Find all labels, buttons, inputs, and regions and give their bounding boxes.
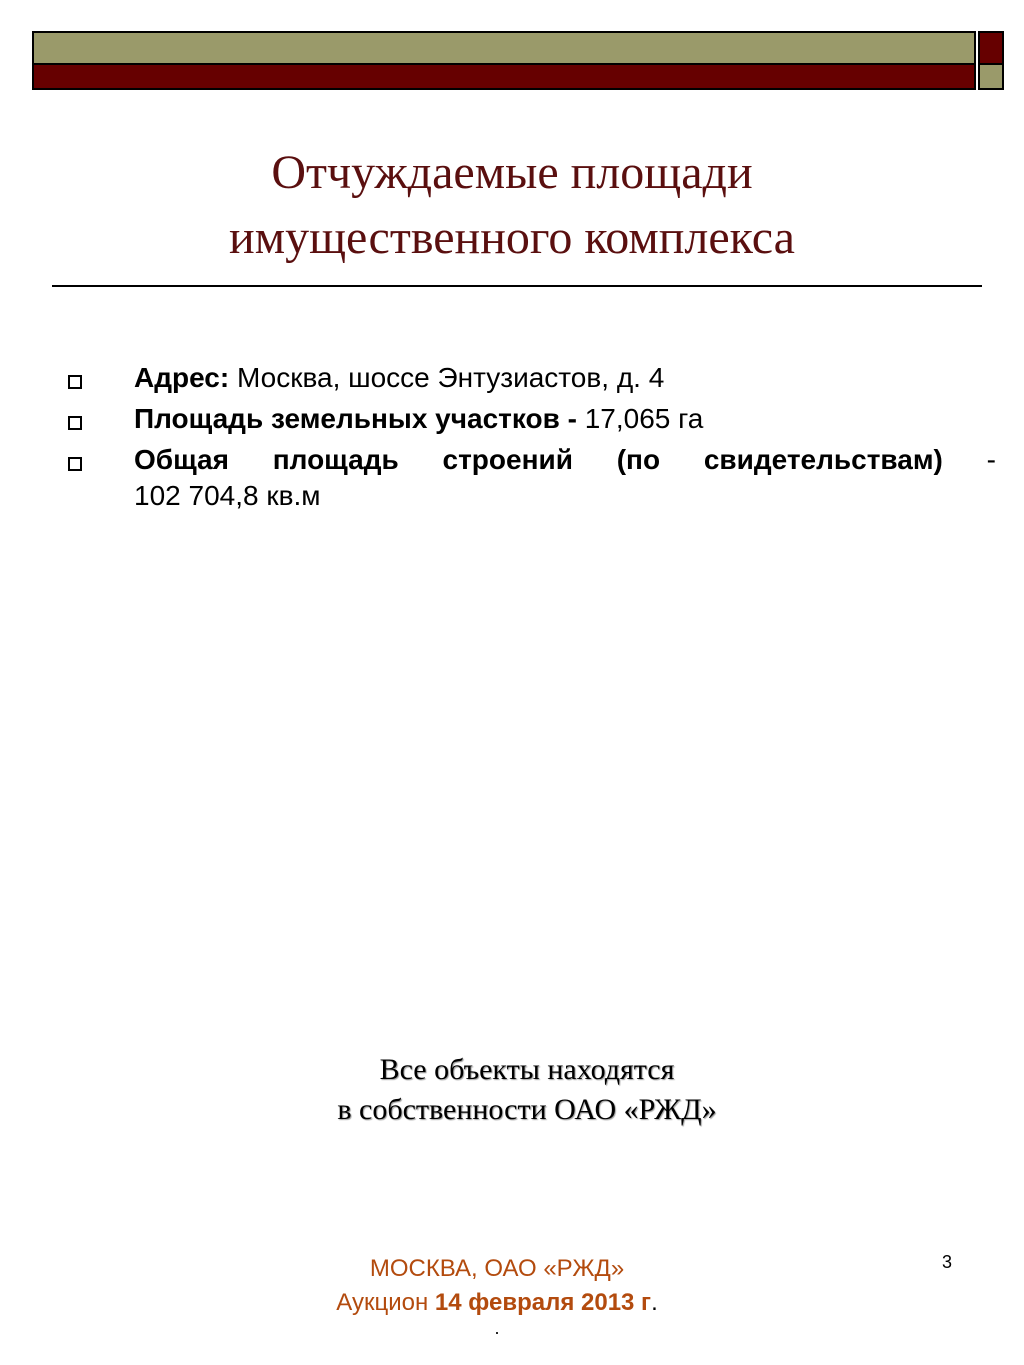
title-divider — [52, 285, 982, 287]
hollow-square-bullet-icon — [68, 375, 82, 389]
page-number: 3 — [942, 1252, 953, 1272]
footer — [0, 1252, 994, 1336]
hollow-square-bullet-icon — [68, 457, 82, 471]
bullet-item-land-area — [66, 401, 996, 437]
header-band-maroon — [32, 65, 976, 90]
slide-title — [0, 140, 1024, 270]
header-band-olive — [32, 31, 976, 65]
footer-dot: . — [494, 1318, 500, 1338]
hollow-square-bullet-icon — [68, 416, 82, 430]
bullet-value: 17,065 га — [584, 403, 704, 434]
ownership-note — [0, 1050, 1024, 1130]
bullet-value: Москва, шоссе Энтузиастов, д. 4 — [236, 362, 665, 393]
footer-period: . — [651, 1289, 658, 1316]
bullet-label: Общая площадь строений (по свидетельствам) — [134, 444, 943, 475]
slide-title-line-1: Отчуждаемые площади — [271, 146, 753, 199]
bullet-value: 102 704,8 кв.м — [134, 480, 321, 511]
footer-auction-label: Аукцион — [336, 1289, 429, 1316]
slide-title-line-2: имущественного комплекса — [229, 211, 795, 264]
bullet-item-address — [66, 360, 996, 396]
bullet-label: Площадь земельных участков - — [134, 403, 577, 434]
ownership-note-line-1: Все объекты находятся — [379, 1053, 675, 1086]
header-square-olive — [978, 65, 1004, 90]
footer-auction-date: 14 февраля 2013 г — [434, 1289, 652, 1316]
bullet-dash: - — [986, 444, 996, 475]
bullet-justified-line — [134, 442, 996, 478]
header-square-maroon — [978, 31, 1004, 65]
bullet-label: Адрес: — [134, 362, 230, 393]
footer-line-2 — [0, 1286, 994, 1320]
ownership-note-line-2: в собственности ОАО «РЖД» — [337, 1093, 717, 1126]
bullet-list — [66, 360, 996, 519]
bullet-item-building-area — [66, 442, 996, 514]
footer-line-1: МОСКВА, ОАО «РЖД» — [369, 1255, 625, 1282]
